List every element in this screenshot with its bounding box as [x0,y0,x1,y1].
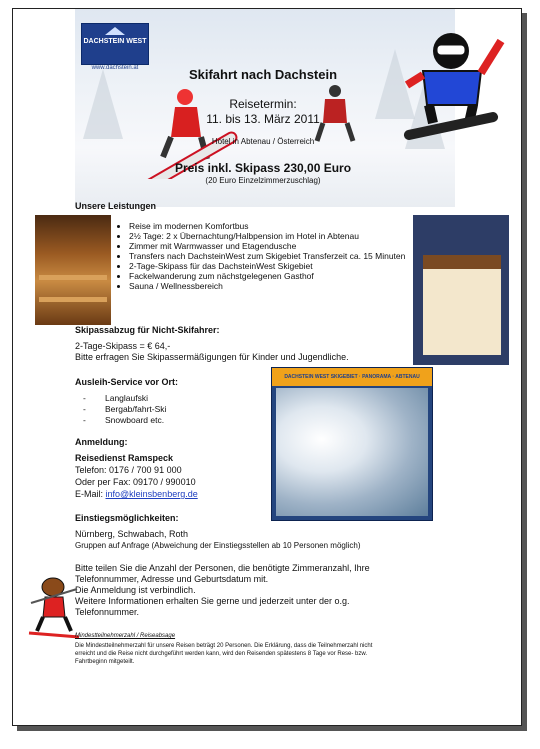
leistungen-heading: Unsere Leistungen [75,201,157,211]
mountain-icon [105,27,125,35]
list-item: • Sauna / Wellnessbereich [129,281,415,291]
einstieg-places: Nürnberg, Schwabach, Roth [75,529,189,539]
company-name: Reisedienst Ramspeck [75,453,174,463]
email-label: E-Mail: [75,489,106,499]
page-title: Skifahrt nach Dachstein [188,67,338,82]
cartoon-snowboarder-image [393,23,509,143]
skipass-price: 2-Tage-Skipass = € 64,- [75,341,171,351]
price-note: (20 Euro Einzelzimmerzuschlag) [205,176,321,185]
info-line-4: Weitere Informationen erhalten Sie gerne und jederzeit unter der o.g. [75,596,350,606]
leistungen-list [115,221,415,291]
list-item: • 2-Tage-Skipass für das DachsteinWest Skigebiet [129,261,415,271]
list-item: • Fackelwanderung zum nächstgelegenen Gasthof [129,271,415,281]
tree-shape [83,69,123,139]
list-item: • 2½ Tage: 2 x Übernachtung/Halbpension im Hotel in Abtenau [129,231,415,241]
email-link[interactable]: info@kleinsbenberg.de [105,489,198,499]
list-item: - Bergab/fahrt-Ski [105,404,265,415]
ausleih-list [75,393,265,426]
ausleih-list-wrapper [75,393,265,426]
list-item: • Transfers nach DachsteinWest zum Skigebiet Transferzeit ca. 15 Minuten [129,251,415,261]
anmeldung-heading: Anmeldung: [75,437,128,447]
ausleih-heading: Ausleih-Service vor Ort: [75,377,179,387]
skipass-heading: Skipassabzug für Nicht-Skifahrer: [75,325,220,335]
einstieg-groups: Gruppen auf Anfrage (Abweichung der Einstiegsstellen ab 10 Personen möglich) [75,541,361,550]
ski-area-map [271,367,433,521]
bench-shape [39,297,107,302]
logo-text: DACHSTEIN WEST [83,38,147,45]
footer-title: Mindestteilnehmerzahl / Reiseabsage [75,633,176,639]
info-line-5: Telefonnummer. [75,607,140,617]
logo-url: www.dachstein.at [91,65,139,71]
email-line [75,489,198,500]
hotel-facade [423,255,501,355]
info-line-2: Telefonnummer, Adresse und Geburtsdatum mit. [75,574,269,584]
list-item: - Langlaufski [105,393,265,404]
dachstein-logo [81,23,149,65]
footer-line-2: erreicht und die Reise nicht durchgeführt werden kann, wird den Reisenden spätestens 8 Tage vor Rese- bzw. [75,651,368,657]
cartoon-skier-dog-image [27,573,81,641]
einstieg-heading: Einstiegsmöglichkeiten: [75,513,179,523]
footer-line-1: Die Mindestteilnehmerzahl für unsere Reisen beträgt 20 Personen. Die Erklärung, dass die Teilnehmerzahl nicht [75,643,373,649]
hotel-image [413,215,509,365]
travel-dates: 11. bis 13. März 2011 [206,112,320,126]
list-item: • Reise im modernen Komfortbus [129,221,415,231]
map-banner: DACHSTEIN WEST SKIGEBIET · PANORAMA · ABTENAU [272,368,432,386]
info-line-1: Bitte teilen Sie die Anzahl der Personen, die benötigte Zimmeranzahl, Ihre [75,563,370,573]
hotel-location: Hotel in Abtenau / Österreich [211,137,315,146]
fax: Oder per Fax: 09170 / 990010 [75,477,196,487]
reisetermin-label: Reisetermin: [229,97,297,111]
skipass-note: Bitte erfragen Sie Skipassermäßigungen für Kinder und Jugendliche. [75,352,349,362]
list-item: - Snowboard etc. [105,415,265,426]
leistungen-list-wrapper [115,221,415,291]
map-terrain [276,388,428,516]
flyer-page [12,8,522,726]
list-item: • Zimmer mit Warmwasser und Etagendusche [129,241,415,251]
price: Preis inkl. Skipass 230,00 Euro [174,161,352,175]
sauna-image [35,215,111,325]
phone: Telefon: 0176 / 700 91 000 [75,465,182,475]
info-line-3: Die Anmeldung ist verbindlich. [75,585,196,595]
bench-shape [39,275,107,280]
footer-line-3: Fahrtbeginn mitgeteilt. [75,659,135,665]
